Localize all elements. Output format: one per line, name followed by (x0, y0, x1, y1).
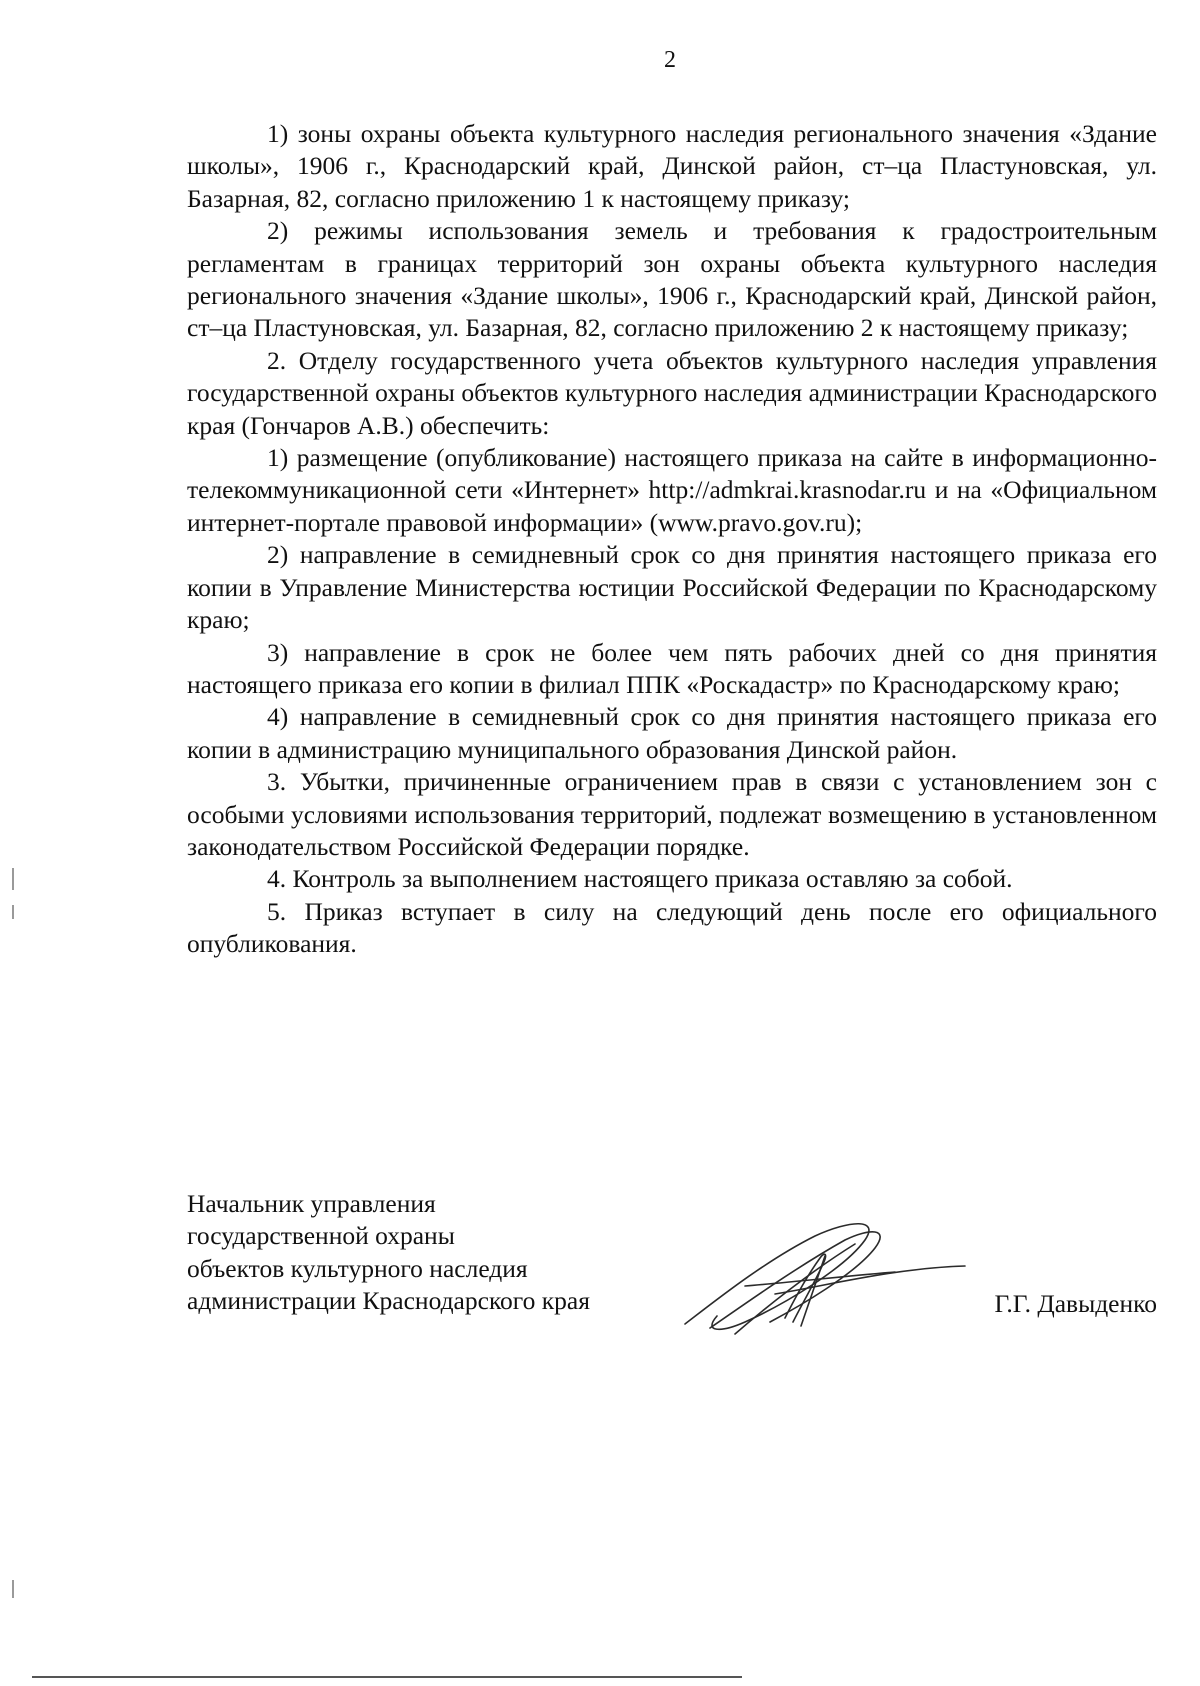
signer-position-line: администрации Краснодарского края (187, 1286, 590, 1316)
scan-edge-mark (12, 868, 14, 890)
paragraph-section-4: 4. Контроль за выполнением настоящего приказа оставляю за собой. (267, 864, 1013, 894)
paragraph-section-2: 2. Отделу государственного учета объектов культурного наследия управления государственной охраны объектов культурного наследия администрации Краснодарского края (Гончаров А.В.) обеспечить: (187, 345, 1157, 440)
bottom-divider (32, 1676, 742, 1678)
page-number: 2 (664, 47, 676, 73)
signer-position-line: объектов культурного наследия (187, 1253, 528, 1283)
handwritten-signature-icon (675, 1206, 975, 1346)
paragraph-section-3: 3. Убытки, причиненные ограничением прав в связи с установлением зон с особыми условиями использования территорий, подлежат возмещению в установленном законодательством Российской Федерации порядке. (187, 767, 1157, 861)
document-body (187, 118, 1157, 961)
paragraph-item-2-regimes: 2) режимы использования земель и требования к градостроительным регламентам в границах территорий зон охраны объекта культурного наследия регионального значения «Здание школы», 1906 г., Краснодарский край, Динской район, ст–ца Пластуновская, ул. Базарная, 82, согласно приложению 2 к настоящему приказу; (187, 216, 1157, 343)
signer-position-line: государственной охраны (187, 1221, 455, 1251)
paragraph-item-3-roskadastr: 3) направление в срок не более чем пять рабочих дней со дня принятия настоящего приказа его копии в филиал ППК «Роскадастр» по Краснодарскому краю; (187, 637, 1157, 699)
signer-position-line: Начальник управления (187, 1189, 436, 1218)
scan-edge-mark (12, 905, 14, 919)
signature-block (187, 1188, 1157, 1338)
scan-edge-mark (12, 1580, 14, 1598)
paragraph-item-4-municipality: 4) направление в семидневный срок со дня принятия настоящего приказа его копии в администрацию муниципального образования Динской район. (187, 702, 1157, 764)
paragraph-item-1-publication: 1) размещение (опубликование) настоящего приказа на сайте в информационно-телекоммуникационной сети «Интернет» http://admkrai.krasnodar.ru и на «Официальном интернет-портале правовой информации» (www.pravo.gov.ru); (187, 443, 1157, 537)
signer-name: Г.Г. Давыденко (994, 1289, 1157, 1318)
paragraph-item-1-zones: 1) зоны охраны объекта культурного наследия регионального значения «Здание школы», 1906 г., Краснодарский край, Динской район, ст–ца Пластуновская, ул. Базарная, 82, согласно приложению 1 к настоящему приказу; (187, 119, 1157, 213)
paragraph-section-5: 5. Приказ вступает в силу на следующий день после его официального опубликования. (187, 896, 1157, 959)
paragraph-item-2-justice-ministry: 2) направление в семидневный срок со дня принятия настоящего приказа его копии в Управление Министерства юстиции Российской Федерации по Краснодарскому краю; (187, 540, 1157, 635)
